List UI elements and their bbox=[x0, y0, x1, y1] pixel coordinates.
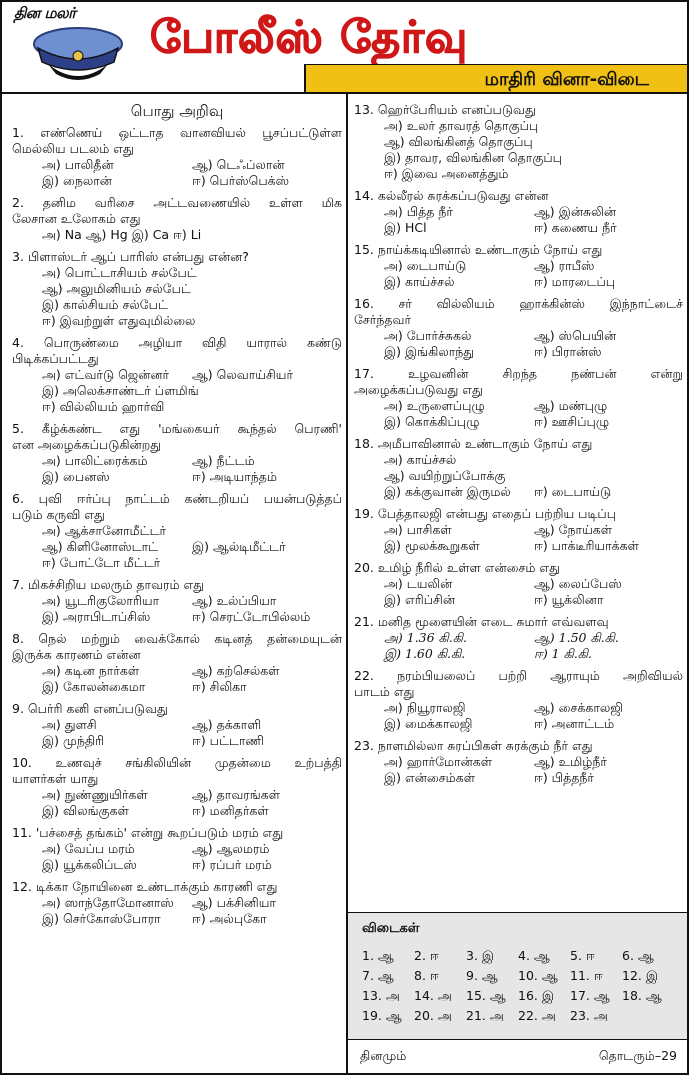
question-text-cont: யாளர்கள் யாது bbox=[12, 771, 99, 787]
section-title: பொது அறிவு bbox=[130, 102, 224, 120]
options bbox=[354, 754, 683, 786]
header bbox=[2, 2, 687, 94]
answers-grid bbox=[362, 948, 681, 1024]
option-row bbox=[42, 717, 342, 733]
option: ஈ) பட்டாணி bbox=[192, 733, 264, 749]
answer-item: 19. ஆ bbox=[362, 1007, 402, 1023]
question-text-cont: படும் கருவி எது bbox=[12, 507, 105, 523]
option: ஈ) பிரான்ஸ் bbox=[534, 344, 602, 359]
answers-box bbox=[348, 912, 687, 1040]
footer bbox=[348, 1042, 687, 1073]
question-text: 1. எண்ணெய் ஒட்டாத வானவியல் பூசப்பட்டுள்ள bbox=[12, 125, 342, 141]
option: ஈ) அல்புகோ bbox=[192, 911, 267, 927]
option: இ) காய்ச்சல் bbox=[384, 274, 455, 289]
option-row bbox=[384, 220, 683, 236]
options bbox=[354, 630, 683, 662]
option: ஆ) லைப்பேஸ் bbox=[534, 576, 622, 591]
options bbox=[12, 895, 342, 927]
options bbox=[354, 118, 683, 182]
option: ஈ) இவை அனைத்தும் bbox=[384, 166, 509, 181]
option: ஈ) செரட்டோபில்லம் bbox=[192, 609, 311, 625]
option-row bbox=[42, 453, 342, 469]
option-row bbox=[384, 770, 683, 786]
answer-item: 17. ஆ bbox=[570, 987, 610, 1003]
option: இ) தாவர, விலங்கின தொகுப்பு bbox=[384, 150, 562, 165]
option-row bbox=[42, 803, 342, 819]
question-item bbox=[354, 188, 683, 236]
options bbox=[12, 593, 342, 625]
options bbox=[12, 717, 342, 749]
question-text: 15. நாய்க்கடியினால் உண்டாகும் நோய் எது bbox=[354, 242, 603, 257]
question-item bbox=[12, 577, 342, 625]
question-item bbox=[354, 614, 683, 662]
question-item bbox=[354, 560, 683, 608]
option: ஆ) 1.50 கி.கி. bbox=[534, 630, 619, 645]
option-row bbox=[42, 297, 342, 313]
option: அ) பித்த நீர் bbox=[384, 204, 453, 219]
option: இ) மூலக்கூறுகள் bbox=[384, 538, 480, 553]
answer-item: 22. அ bbox=[518, 1007, 556, 1023]
option: ஈ) 1 கி.கி. bbox=[534, 646, 593, 661]
answer-item: 10. ஆ bbox=[518, 967, 558, 983]
question-text: 11. 'பச்சைத் தங்கம்' என்று கூறப்படும் மரம் எது bbox=[12, 825, 284, 841]
option-row bbox=[384, 344, 683, 360]
question-text: 10. உணவுச் சங்கிலியின் முதன்மை உற்பத்தி bbox=[12, 755, 342, 771]
option-row bbox=[42, 911, 342, 927]
answer-item: 5. ஈ bbox=[570, 947, 595, 963]
option-row bbox=[42, 173, 342, 189]
question-item bbox=[12, 701, 342, 749]
option: அ) உலர் தாவரத் தொகுப்பு bbox=[384, 118, 539, 133]
option: ஆ) நீட்டம் bbox=[192, 453, 255, 469]
option-row bbox=[42, 841, 342, 857]
option-row bbox=[42, 399, 342, 415]
option: ஈ) அனாட்டம் bbox=[534, 716, 615, 731]
option: ஆ) இன்சுலின் bbox=[534, 204, 616, 219]
option: அ) துளசி bbox=[42, 717, 97, 733]
option: அ) வேப்ப மரம் bbox=[42, 841, 135, 857]
option: ஈ) வில்லியம் ஹார்வி bbox=[42, 399, 165, 415]
option: அ) Na ஆ) Hg இ) Ca ஈ) Li bbox=[42, 227, 202, 243]
sub-title: மாதிரி வினா-விடை bbox=[484, 69, 649, 90]
question-list-right bbox=[354, 102, 683, 786]
option: ஆ) விலங்கினத் தொகுப்பு bbox=[384, 134, 533, 149]
logo-text: தின மலர் bbox=[14, 4, 76, 22]
option: ஆ) லெவாய்சியர் bbox=[192, 367, 294, 383]
options bbox=[12, 367, 342, 415]
question-text: 8. நெல் மற்றும் வைக்கோல் கடினத் தன்மையுடன் bbox=[12, 631, 342, 647]
option-row bbox=[384, 134, 683, 150]
answer-item: 7. ஆ bbox=[362, 967, 394, 983]
option: ஈ) பாக்டீரியாக்கள் bbox=[534, 538, 639, 553]
options bbox=[354, 576, 683, 608]
option-row bbox=[42, 157, 342, 173]
option: இ) யூக்கலிப்டஸ் bbox=[42, 857, 137, 873]
options bbox=[12, 523, 342, 571]
question-item bbox=[12, 491, 342, 571]
option: அ) எட்வர்டு ஜென்னர் bbox=[42, 367, 169, 383]
option: இ) HCl bbox=[384, 220, 427, 235]
option-row bbox=[42, 539, 342, 555]
options bbox=[12, 157, 342, 189]
question-item bbox=[12, 125, 342, 189]
question-item bbox=[12, 335, 342, 415]
question-text-cont: இருக்க காரணம் என்ன bbox=[12, 647, 141, 663]
question-text: 19. பேத்தாலஜி என்பது எதைப் பற்றிய படிப்பு bbox=[354, 506, 616, 521]
right-column bbox=[348, 96, 687, 792]
question-text-cont: அழைக்கப்படுவது எது bbox=[354, 382, 483, 397]
option-row bbox=[42, 555, 342, 571]
option: அ) ஹார்மோன்கள் bbox=[384, 754, 492, 769]
option: அ) உருளைப்புழு bbox=[384, 398, 485, 413]
question-item bbox=[12, 249, 342, 329]
footer-left-text: தினமும் bbox=[360, 1048, 407, 1063]
question-text: 20. உமிழ் நீரில் உள்ள என்சைம் எது bbox=[354, 560, 561, 575]
question-text: 23. நாளமில்லா சுரப்பிகள் சுரக்கும் நீர் எது bbox=[354, 738, 593, 753]
option: இ) கொக்கிப்புழு bbox=[384, 414, 480, 429]
question-item bbox=[354, 506, 683, 554]
logo bbox=[4, 4, 142, 90]
option: ஈ) பித்தநீர் bbox=[534, 770, 594, 785]
option-row bbox=[384, 452, 683, 468]
question-text: 16. சர் வில்லியம் ஹாக்கின்ஸ் இந்நாட்டைச் bbox=[354, 296, 683, 311]
option: ஆ) மண்புழு bbox=[534, 398, 608, 413]
option: அ) பொட்டாசியம் சல்பேட் bbox=[42, 265, 197, 281]
options bbox=[12, 841, 342, 873]
answer-item: 21. அ bbox=[466, 1007, 504, 1023]
option-row bbox=[384, 328, 683, 344]
option-row bbox=[42, 679, 342, 695]
answer-item: 14. அ bbox=[414, 987, 452, 1003]
options bbox=[354, 452, 683, 500]
option: ஆ) தக்காளி bbox=[192, 717, 262, 733]
option-row bbox=[384, 118, 683, 134]
footer-right-text: தொடரும்–29 bbox=[598, 1048, 677, 1063]
question-text-cont: என அழைக்கப்படுகின்றது bbox=[12, 437, 162, 453]
option: ஆ) உல்ப்பியா bbox=[192, 593, 277, 609]
option: ஈ) சிலிகா bbox=[192, 679, 247, 695]
question-text: 21. மனித மூளையின் எடை சுமார் எவ்வளவு bbox=[354, 614, 609, 629]
main-title: போலீஸ் தேர்வு bbox=[150, 12, 469, 63]
option-row bbox=[384, 468, 683, 484]
option: ஈ) போட்டோ மீட்டர் bbox=[42, 555, 161, 571]
options bbox=[354, 700, 683, 732]
answer-item: 13. அ bbox=[362, 987, 400, 1003]
question-item bbox=[12, 879, 342, 927]
option-row bbox=[42, 313, 342, 329]
option: ஈ) ரப்பர் மரம் bbox=[192, 857, 272, 873]
option-row bbox=[42, 281, 342, 297]
question-item bbox=[354, 366, 683, 430]
question-text-cont: லேசான உலோகம் எது bbox=[12, 211, 141, 227]
option: ஆ) நோய்கள் bbox=[534, 522, 613, 537]
option-row bbox=[42, 523, 342, 539]
option-row bbox=[384, 522, 683, 538]
option: அ) டைபாய்டு bbox=[384, 258, 467, 273]
question-item bbox=[354, 436, 683, 500]
option: அ) 1.36 கி.கி. bbox=[384, 630, 467, 645]
option: இ) 1.60 கி.கி. bbox=[384, 646, 466, 661]
option: ஆ) டெஃப்லான் bbox=[192, 157, 285, 173]
option-row bbox=[384, 754, 683, 770]
option-row bbox=[42, 367, 342, 383]
option: ஆ) சைக்காலஜி bbox=[534, 700, 624, 715]
question-item bbox=[354, 296, 683, 360]
question-item bbox=[12, 755, 342, 819]
answer-item: 15. ஆ bbox=[466, 987, 506, 1003]
option: அ) கடின நார்கள் bbox=[42, 663, 140, 679]
answer-item: 9. ஆ bbox=[466, 967, 498, 983]
answer-item: 6. ஆ bbox=[622, 947, 654, 963]
option-row bbox=[384, 576, 683, 592]
option: ஆ) கிளினோஸ்டாட் bbox=[42, 539, 159, 555]
question-text: 17. உழவனின் சிறந்த நண்பன் என்று bbox=[354, 366, 683, 381]
question-text: 5. கீழ்க்கண்ட எது 'மங்கையர் கூந்தல் பெரணி' bbox=[12, 421, 342, 437]
option: ஆ) தாவரங்கள் bbox=[192, 787, 280, 803]
option-row bbox=[384, 166, 683, 182]
question-text: 6. புவி ஈர்ப்பு நாட்டம் கண்டறியப் பயன்படுத்தப் bbox=[12, 491, 342, 507]
option: ஈ) பெர்ஸ்பெக்ஸ் bbox=[192, 173, 290, 189]
option: இ) கக்குவான் இருமல் bbox=[384, 484, 511, 499]
option: இ) என்சைம்கள் bbox=[384, 770, 475, 785]
answer-item: 4. ஆ bbox=[518, 947, 550, 963]
question-text-cont: மெல்லிய படலம் எது bbox=[12, 141, 134, 157]
option: ஆ) ஸ்பெயின் bbox=[534, 328, 617, 343]
option: இ) அராபிடாப்சிஸ் bbox=[42, 609, 151, 625]
option: அ) பாலிட்ரைக்கம் bbox=[42, 453, 148, 469]
question-item bbox=[354, 668, 683, 732]
option: இ) மைக்காலஜி bbox=[384, 716, 473, 731]
answer-item: 23. அ bbox=[570, 1007, 608, 1023]
question-item bbox=[12, 825, 342, 873]
question-list-left bbox=[12, 125, 342, 927]
question-item bbox=[354, 738, 683, 786]
option-row bbox=[384, 204, 683, 220]
option: இ) செர்கோஸ்போரா bbox=[42, 911, 161, 927]
option: ஈ) ஊசிப்புழு bbox=[534, 414, 610, 429]
option: ஈ) டைபாய்டு bbox=[534, 484, 612, 499]
question-text-cont: பிடிக்கப்பட்டது bbox=[12, 351, 99, 367]
options bbox=[354, 328, 683, 360]
question-item bbox=[12, 195, 342, 243]
answer-item: 2. ஈ bbox=[414, 947, 439, 963]
option: ஆ) அலுமினியம் சல்பேட் bbox=[42, 281, 191, 297]
question-text: 4. பொருண்மை அழியா விதி யாரால் கண்டு bbox=[12, 335, 342, 351]
option-row bbox=[42, 593, 342, 609]
police-cap-icon bbox=[28, 26, 128, 88]
option: ஈ) மாரடைப்பு bbox=[534, 274, 616, 289]
option: ஆ) உமிழ்நீர் bbox=[534, 754, 607, 769]
option-row bbox=[384, 592, 683, 608]
option-row bbox=[42, 663, 342, 679]
option-row bbox=[42, 265, 342, 281]
option-row bbox=[384, 646, 683, 662]
option: இ) கால்சியம் சல்பேட் bbox=[42, 297, 168, 313]
option: அ) காய்ச்சல் bbox=[384, 452, 457, 467]
option: ஈ) கணைய நீர் bbox=[534, 220, 617, 235]
option: அ) போர்ச்சுகல் bbox=[384, 328, 472, 343]
option: அ) நியூராலஜி bbox=[384, 700, 466, 715]
question-text-cont: சேர்ந்தவர் bbox=[354, 312, 411, 327]
option: அ) நுண்ணுயிர்கள் bbox=[42, 787, 148, 803]
option-row bbox=[384, 414, 683, 430]
option: அ) ஸாந்தோமோனாஸ் bbox=[42, 895, 174, 911]
option: அ) பாசிகள் bbox=[384, 522, 452, 537]
option: இ) எரிப்சின் bbox=[384, 592, 455, 607]
option: அ) டயலின் bbox=[384, 576, 453, 591]
option: அ) பாலிதீன் bbox=[42, 157, 114, 173]
option: அ) ஆக்சானோமீட்டர் bbox=[42, 523, 167, 539]
option-row bbox=[42, 469, 342, 485]
options bbox=[354, 522, 683, 554]
question-text: 14. கல்லீரல் சுரக்கப்படுவது என்ன bbox=[354, 188, 549, 203]
options bbox=[12, 227, 342, 243]
options bbox=[354, 204, 683, 236]
question-text: 9. பெர்ரி கனி எனப்படுவது bbox=[12, 701, 168, 717]
option: இ) விலங்குகள் bbox=[42, 803, 129, 819]
option-row bbox=[42, 609, 342, 625]
option: இ) அலெக்சாண்டர் ப்ளமிங் bbox=[42, 383, 199, 399]
option: ஈ) இவற்றுள் எதுவுமில்லை bbox=[42, 313, 196, 329]
question-item bbox=[12, 631, 342, 695]
question-text: 18. அமீபாவினால் உண்டாகும் நோய் எது bbox=[354, 436, 593, 451]
answer-item: 12. இ bbox=[622, 967, 659, 983]
answer-item: 8. ஈ bbox=[414, 967, 439, 983]
option-row bbox=[42, 787, 342, 803]
subtitle-band bbox=[304, 64, 687, 92]
answer-item: 11. ஈ bbox=[570, 967, 603, 983]
answers-title: விடைகள் bbox=[362, 921, 420, 936]
options bbox=[12, 663, 342, 695]
options bbox=[354, 258, 683, 290]
options bbox=[354, 398, 683, 430]
option: ஈ) அடியாந்தம் bbox=[192, 469, 277, 485]
option: அ) யூடரிகுலோரியா bbox=[42, 593, 160, 609]
question-text-cont: பாடம் எது bbox=[354, 684, 415, 699]
question-text: 12. டிக்கா நோயினை உண்டாக்கும் காரணி எது bbox=[12, 879, 278, 895]
option-row bbox=[384, 538, 683, 554]
answer-item: 18. ஆ bbox=[622, 987, 662, 1003]
option-row bbox=[384, 484, 683, 500]
option: ஆ) வயிற்றுப்போக்கு bbox=[384, 468, 506, 483]
option: இ) இங்கிலாந்து bbox=[384, 344, 475, 359]
question-item bbox=[354, 242, 683, 290]
option-row bbox=[384, 716, 683, 732]
answer-item: 1. ஆ bbox=[362, 947, 394, 963]
option: ஈ) மனிதர்கள் bbox=[192, 803, 269, 819]
question-item bbox=[354, 102, 683, 182]
options bbox=[12, 453, 342, 485]
option: இ) கோலன்கைமா bbox=[42, 679, 146, 695]
answer-item: 3. இ bbox=[466, 947, 495, 963]
question-text: 7. மிகச்சிறிய மலரும் தாவரம் எது bbox=[12, 577, 205, 593]
option-row bbox=[384, 700, 683, 716]
option: ஆ) ராபீஸ் bbox=[534, 258, 595, 273]
question-text: 2. தனிம வரிசை அட்டவணையில் உள்ள மிக bbox=[12, 195, 342, 211]
option: ஈ) யூக்லினா bbox=[534, 592, 604, 607]
answer-item: 20. அ bbox=[414, 1007, 452, 1023]
question-text: 13. ஹெர்பேரியம் எனப்படுவது bbox=[354, 102, 536, 117]
option-row bbox=[384, 274, 683, 290]
options bbox=[12, 787, 342, 819]
option-row bbox=[42, 733, 342, 749]
left-column bbox=[2, 96, 346, 933]
option-row bbox=[42, 383, 342, 399]
option: ஆ) கற்செல்கள் bbox=[192, 663, 280, 679]
option: இ) நைலான் bbox=[42, 173, 112, 189]
option: இ) பைனஸ் bbox=[42, 469, 110, 485]
options bbox=[12, 265, 342, 329]
option-row bbox=[42, 857, 342, 873]
question-item bbox=[12, 421, 342, 485]
option-row bbox=[384, 150, 683, 166]
option-row bbox=[384, 398, 683, 414]
question-text: 3. பிளாஸ்டர் ஆப் பாரிஸ் என்பது என்ன? bbox=[12, 249, 249, 265]
option: ஆ) பக்சினியா bbox=[192, 895, 276, 911]
option: இ) ஆல்டிமீட்டர் bbox=[192, 539, 286, 555]
option-row bbox=[42, 227, 342, 243]
answer-item: 16. இ bbox=[518, 987, 555, 1003]
option: இ) முந்திரி bbox=[42, 733, 105, 749]
option-row bbox=[384, 630, 683, 646]
option-row bbox=[42, 895, 342, 911]
option-row bbox=[384, 258, 683, 274]
option: ஆ) ஆலமரம் bbox=[192, 841, 270, 857]
question-text: 22. நரம்பியலைப் பற்றி ஆராயும் அறிவியல் bbox=[354, 668, 683, 683]
